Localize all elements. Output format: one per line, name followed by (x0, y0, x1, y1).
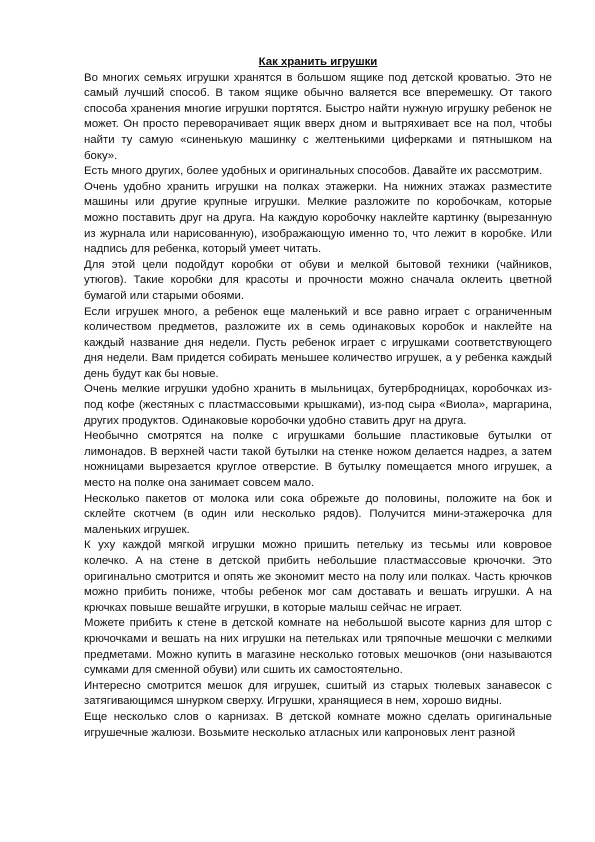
paragraph: Есть много других, более удобных и оригинальных способов. Давайте их рассмотрим. (84, 165, 543, 178)
paragraph: Интересно смотрится мешок для игрушек, сшитый из старых тюлевых занавесок с затягивающимся шнурком сверху. Игрушки, хранящиеся в нем, хорошо видны. (84, 679, 552, 708)
paragraph: Если игрушек много, а ребенок еще маленький и все равно играет с ограниченным количеством предметов, разложите их в семь одинаковых коробок и наклейте на каждый название дня недели. Пусть ребенок играет с игрушками соответствующего дня недели. Вам придется собирать меньшее количество игрушек, а у ребенка каждый день будут как бы новые. (84, 305, 552, 380)
document-title: Как хранить игрушки (258, 56, 378, 68)
paragraph: Необычно смотрятся на полке с игрушками большие пластиковые бутылки от лимонадов. В верхней части такой бутылки на стенке ножом делается надрез, а затем ножницами вырезается круглое отверстие. В бутылку помещается много игрушек, а место на полке она занимает совсем мало. (84, 430, 552, 490)
paragraph: Можете прибить к стене в детской комнате на небольшой высоте карниз для штор с крючочками и вешать на них игрушки на петельках или тряпочные мешочки с мелкими предметами. Можно купить в магазине несколько готовых мешочков (они называются сумками для сменной обуви) или сшить их самостоятельно. (84, 617, 552, 677)
paragraph: Для этой цели подойдут коробки от обуви и мелкой бытовой техники (чайников, утюгов). Такие коробки для красоты и прочности можно сначала оклеить цветной бумагой или старыми обоями. (84, 258, 552, 302)
paragraph: Очень удобно хранить игрушки на полках этажерки. На нижних этажах разместите машины или другие крупные игрушки. Мелкие разложите по коробочкам, которые можно поставить друг на друга. На каждую коробочку наклейте картинку (вырезанную из журнала или нарисованную), изображающую именно то, что лежит в коробке. Или надпись для ребенка, который умеет читать. (84, 180, 552, 256)
paragraph: Очень мелкие игрушки удобно хранить в мыльницах, бутербродницах, коробочках из-под кофе (жестяных с пластмассовыми крышками), из-под сыра «Виола», маргарина, других продуктов. Одинаковые коробочки удобно ставить друг на друга. (84, 383, 552, 427)
paragraph: Еще несколько слов о карнизах. В детской комнате можно сделать оригинальные игрушечные жалюзи. Возьмите несколько атласных или капроновых лент разной (84, 710, 552, 739)
paragraph: Несколько пакетов от молока или сока обрежьте до половины, положите на бок и склейте скотчем (в один или несколько рядов). Получится мини-этажерочка для маленьких игрушек. (84, 492, 552, 536)
paragraph: Во многих семьях игрушки хранятся в большом ящике под детской кроватью. Это не самый лучший способ. В таком ящике обычно валяется все вперемешку. От такого способа хранения многие игрушки портятся. Быстро найти нужную игрушку ребенок не может. Он просто переворачивает ящик вверх дном и вытряхивает все на пол, чтобы найти ту самую «синенькую машинку с желтенькими циферками и пятнышком на боку». (84, 71, 552, 162)
paragraph: К уху каждой мягкой игрушки можно пришить петельку из тесьмы или ковровое колечко. А на стене в детской прибить небольшие пластмассовые крючочки. Это оригинально смотрится и опять же экономит место на полу или полках. Часть крючков можно прибить пониже, чтобы ребенок мог сам доставать и вешать игрушки. А на крючках повыше вешайте игрушки, в которые малыш сейчас не играет. (84, 539, 552, 614)
document-body (84, 55, 552, 741)
